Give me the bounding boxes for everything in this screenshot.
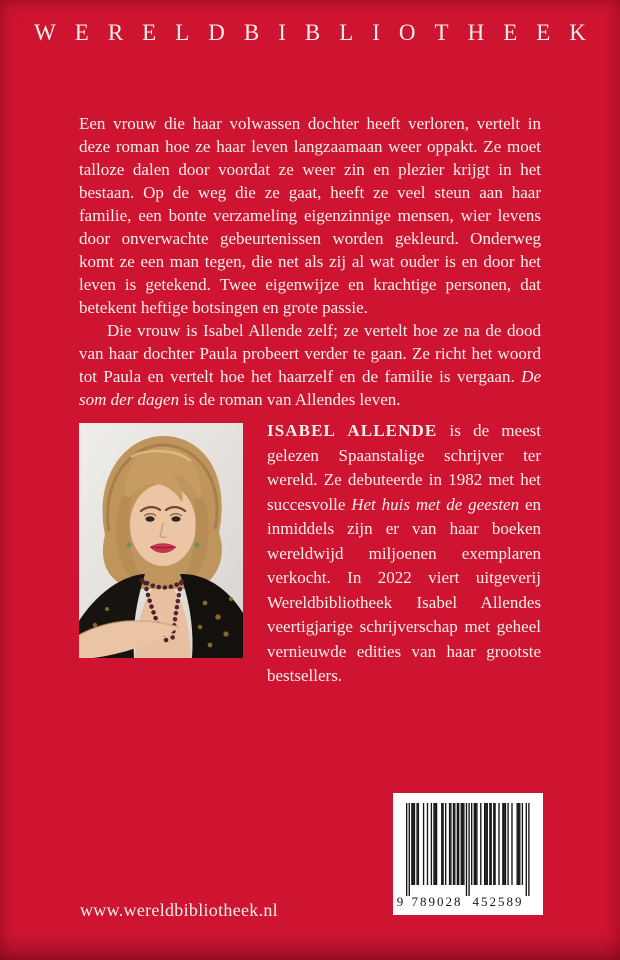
author-bio-text [267, 419, 541, 689]
debut-book-title: Het huis met de geesten [351, 494, 520, 514]
barcode-bars [406, 803, 530, 896]
barcode-digit-group1: 789028 [411, 894, 463, 909]
bio-text-part-2: en inmiddels zijn er van haar boeken wereldwijd miljoenen exemplaren verkocht. In 2022 viert uitgeverij Wereldbibliotheek Isabel Allendes veertigjarige schrijverschap met geheel vernieuwde edities van haar grootste bestsellers. [267, 494, 542, 685]
synopsis-paragraph-2 [79, 319, 541, 411]
ean13-barcode [393, 793, 543, 915]
author-photo [79, 423, 243, 658]
barcode-digit-left: 9 [396, 894, 404, 909]
publisher-name: WERELDBIBLIOTHEEK [34, 20, 605, 45]
author-name: ISABEL ALLENDE [267, 421, 438, 440]
author-portrait-illustration [79, 423, 243, 658]
synopsis-paragraph-1: Een vrouw die haar volwassen dochter heeft verloren, vertelt in deze roman hoe ze haar leven langzaamaan weer oppakt. Ze moet talloze dalen door voordat ze weer zin en plezier krijgt in het bestaan. Op de weg die ze gaat, heeft ze veel steun aan haar familie, een bonte verzameling eigenzinnige mensen, wier levens door onverwachte gebeurtenissen worden gekleurd. Onderweg komt ze een man tegen, die net als zij al wat ouder is en door het leven is getekend. Twee eigenwijze en krachtige personen, dat betekent heftige botsingen en grote passie. [79, 114, 541, 317]
barcode-digit-group2: 452589 [472, 894, 524, 909]
synopsis-paragraph-2-tail: is de roman van Allendes leven. [179, 390, 401, 409]
author-bio-section [79, 423, 620, 689]
barcode [393, 793, 543, 915]
bio-text-part-1: is de meest gelezen Spaanstalige schrijver ter wereld. Ze debuteerde in 1982 met het succesvolle [267, 421, 541, 514]
synopsis-block [79, 112, 541, 411]
book-title: De som der dagen [79, 367, 541, 409]
synopsis-paragraph-2-text: Die vrouw is Isabel Allende zelf; ze vertelt hoe ze na de dood van haar dochter Paula probeert verder te gaan. Ze richt het woord tot Paula en vertelt hoe het haarzelf en de familie is vergaan. [79, 321, 541, 386]
publisher-website-url: www.wereldbibliotheek.nl [80, 900, 278, 920]
